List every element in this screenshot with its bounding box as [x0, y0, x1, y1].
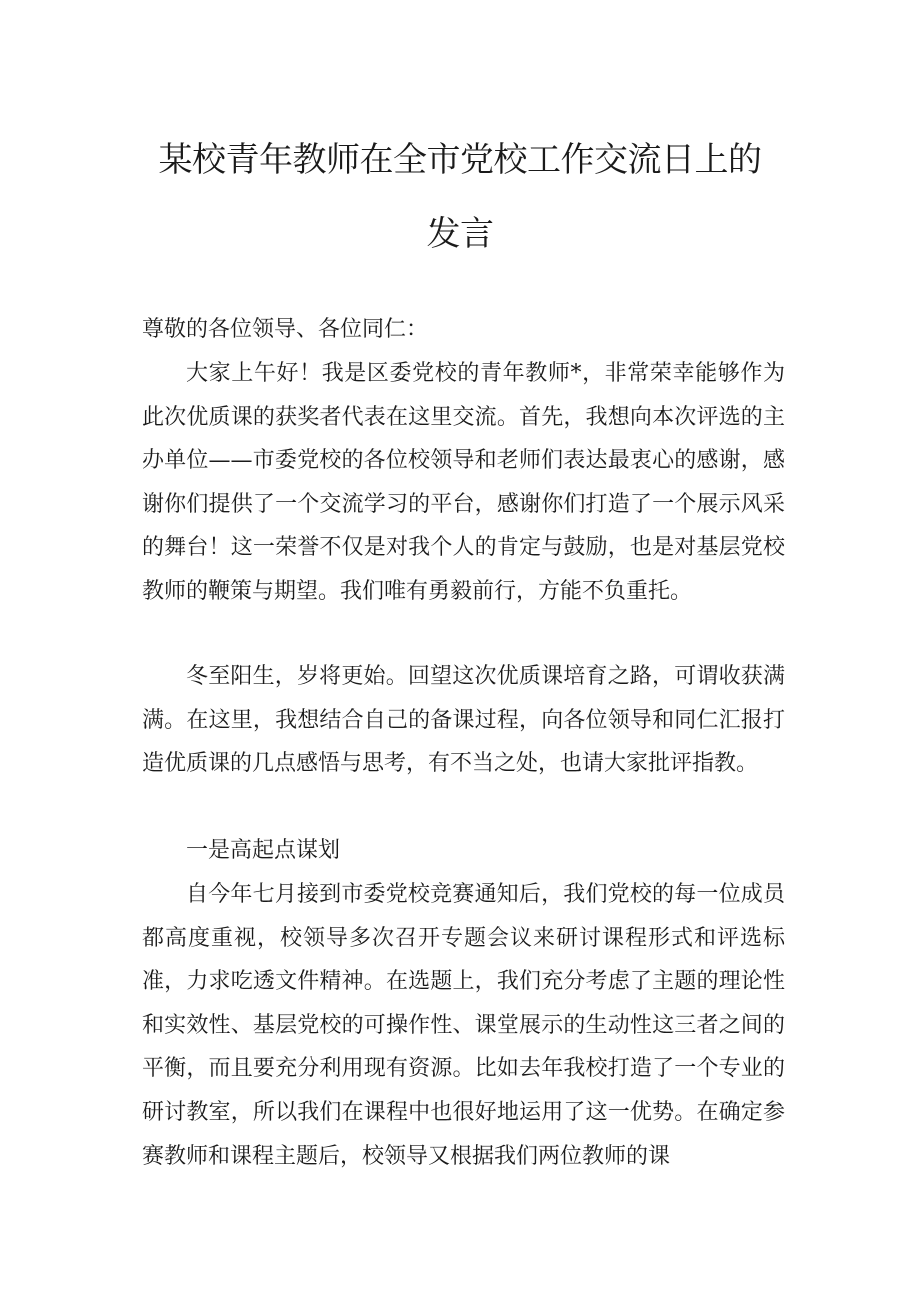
document-title-line2: 发言 [426, 214, 494, 254]
paragraph-reflection: 冬至阳生，岁将更始。回望这次优质课培育之路，可谓收获满满。在这里，我想结合自己的备课过程，向各位领导和同仁汇报打造优质课的几点感悟与思考，有不当之处，也请大家批评指教。 [142, 664, 785, 777]
document-title-line1: 某校青年教师在全市党校工作交流日上的 [158, 140, 762, 180]
salutation: 尊敬的各位领导、各位同仁： [142, 317, 429, 342]
paragraph-greeting: 大家上午好！我是区委党校的青年教师*，非常荣幸能够作为此次优质课的获奖者代表在这里交流。首先，我想向本次评选的主办单位——市委党校的各位校领导和老师们表达最衷心的感谢，感谢你们提供了一个交流学习的平台，感谢你们打造了一个展示风采的舞台！这一荣誉不仅是对我个人的肯定与鼓励，也是对基层党校教师的鞭策与期望。我们唯有勇毅前行，方能不负重托。 [142, 361, 785, 604]
section-heading: 一是高起点谋划 [186, 838, 341, 863]
paragraph-section-body: 自今年七月接到市委党校竞赛通知后，我们党校的每一位成员都高度重视，校领导多次召开专题会议来研讨课程形式和评选标准，力求吃透文件精神。在选题上，我们充分考虑了主题的理论性和实效性、基层党校的可操作性、课堂展示的生动性这三者之间的平衡，而且要充分利用现有资源。比如去年我校打造了一个专业的研讨教室，所以我们在课程中也很好地运用了这一优势。在确定参赛教师和课程主题后，校领导又根据我们两位教师的课 [142, 882, 785, 1169]
